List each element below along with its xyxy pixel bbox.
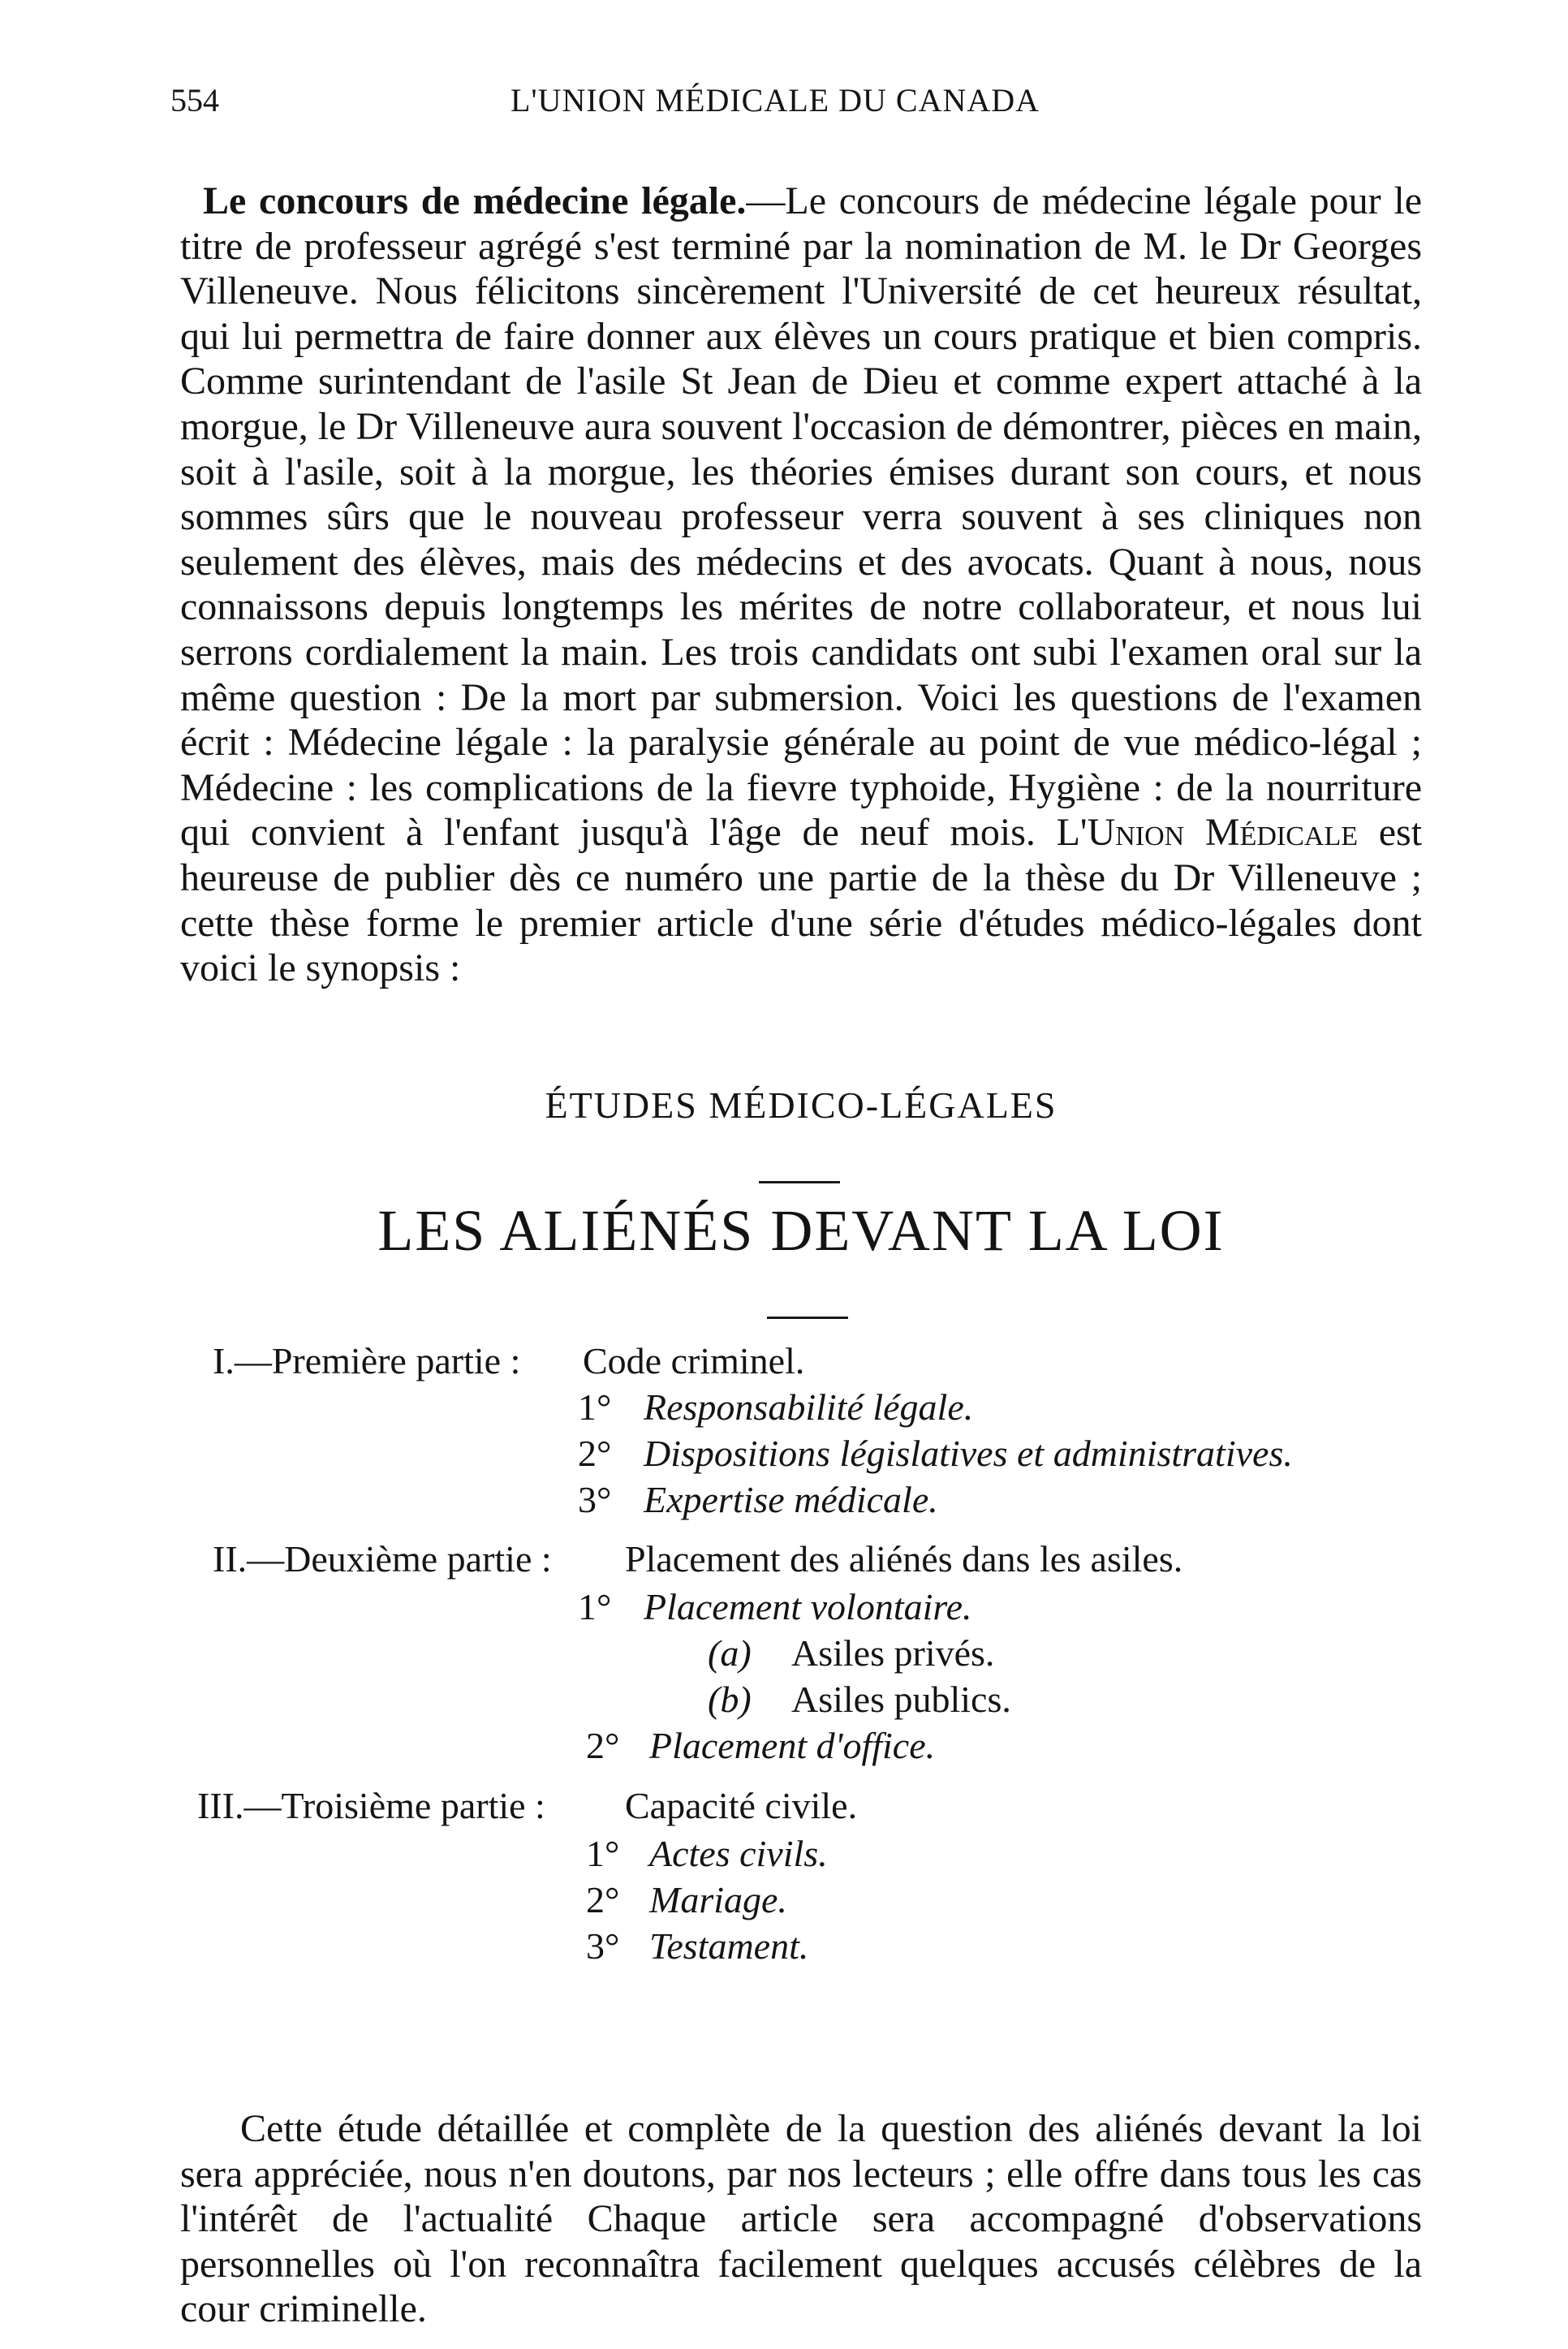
lead-heading: Le concours de médecine légale. [203,179,747,222]
journal-name-inline: L'Union Médicale [1056,811,1358,855]
part-2-subitem-b-num: (b) [708,1679,752,1720]
part-3-item-1-num: 1° [586,1833,620,1874]
part-1-item-3-num: 3° [578,1479,612,1520]
part-2-subitem-b-text: Asiles publics. [791,1679,1011,1720]
part-3-label: III.—Troisième partie : [197,1785,545,1826]
title-rule-top [759,1181,840,1183]
part-1-item-2-num: 2° [578,1433,612,1474]
part-2-subitem-a-num: (a) [708,1632,752,1674]
part-3-item-1-text: Actes civils. [649,1833,828,1874]
page-number: 554 [170,82,219,119]
title-rule-bottom [767,1317,848,1319]
lead-text: —Le concours de médecine légale pour le titre de professeur agrégé s'est terminé par la nomination de M. le Dr Georges Villeneuve. Nous félicitons sincèrement l'Université de cet heureux résultat, qui lui permettra de faire donner aux élèves un cours pratique et bien compris. Comme surintendant de l'asile St Jean de Dieu et comme expert attaché à la morgue, le Dr Villeneuve aura souvent l'occasion de démontrer, pièces en main, soit à l'asile, soit à la morgue, les théories émises durant son cours, et nous sommes sûrs que le nouveau professeur verra souvent à ses cliniques non seulement des élèves, mais des médecins et des avocats. Quant à nous, nous connaissons depuis longtemps les mérites de notre collaborateur, et nous lui serrons cordialement la main. Les trois candidats ont subi l'examen oral sur la même question : De la mort par submersion. Voici les questions de l'examen écrit : Médecine légale : la paralysie générale au point de vue médico-légal ; Médecine : les complications de la fievre typhoide, Hygiène : de la nourriture qui convient à l'enfant jusqu'à l'âge de neuf mois. [180,179,1422,855]
closing-paragraph: Cette étude détaillée et complète de la question des aliénés devant la loi sera appréciée, nous n'en doutons, par nos lecteurs ; elle offre dans tous les cas l'intérêt de l'actualité Chaque article sera accompagné d'observations personnelles où l'on reconnaîtra facilement quelques accusés célèbres de la cour criminelle. [180,2107,1422,2331]
journal-title: L'UNION MÉDICALE DU CANADA [510,82,1040,119]
part-1-item-3-text: Expertise médicale. [644,1479,938,1520]
part-2-item-2-text: Placement d'office. [649,1725,936,1766]
lead-text-continued: est heureuse de publier dès ce numéro une partie de la thèse du Dr Villeneuve ; cette thèse forme le premier article d'une série d'études médico-légales dont voici le synopsis : [180,811,1423,990]
part-3-item-2-num: 2° [586,1879,620,1920]
part-2-title: Placement des aliénés dans les asiles. [625,1538,1183,1580]
part-3-item-3-num: 3° [586,1925,620,1967]
part-1-item-1-text: Responsabilité légale. [644,1386,974,1428]
part-2-item-2-num: 2° [586,1725,620,1766]
part-2-label: II.—Deuxième partie : [213,1538,552,1580]
main-title: LES ALIÉNÉS DEVANT LA LOI [377,1198,1225,1263]
section-title: ÉTUDES MÉDICO-LÉGALES [545,1084,1058,1126]
part-2-item-1-num: 1° [578,1586,612,1627]
part-2-subitem-a-text: Asiles privés. [791,1632,995,1674]
part-3-title: Capacité civile. [625,1785,858,1826]
part-2-item-1-text: Placement volontaire. [644,1586,972,1627]
part-3-item-3-text: Testament. [649,1925,809,1967]
part-1-item-2-text: Dispositions législatives et administratives. [644,1433,1293,1474]
part-1-title: Code criminel. [583,1340,805,1381]
running-head [170,81,1380,130]
part-3-item-2-text: Mariage. [649,1879,787,1920]
part-1-item-1-num: 1° [578,1386,612,1428]
part-1-label: I.—Première partie : [213,1340,521,1381]
lead-paragraph [180,179,1422,991]
